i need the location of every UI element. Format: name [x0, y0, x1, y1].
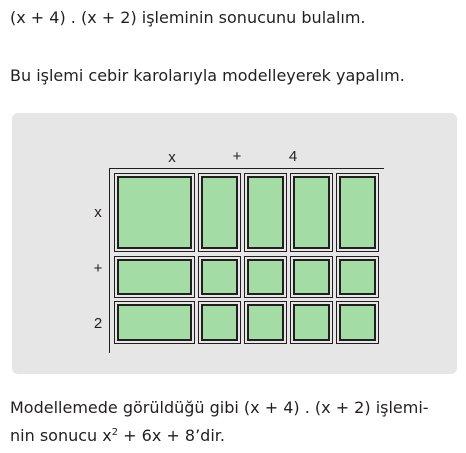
x-squared-tile — [117, 176, 192, 249]
x-tile — [247, 176, 284, 249]
x-tile — [293, 176, 330, 249]
top-label-x: x — [168, 149, 176, 166]
unit-tile — [201, 304, 238, 341]
top-axis-line — [109, 168, 384, 169]
unit-tile — [201, 259, 238, 295]
x-tile — [339, 176, 376, 249]
conclusion-line-1: Modellemede görüldüğü gibi (x + 4) . (x + 2) işlemi- — [10, 398, 429, 417]
intro-line-1: (x + 4) . (x + 2) işleminin sonucunu bulalım. — [10, 8, 366, 27]
unit-tile — [339, 259, 376, 295]
unit-tile — [247, 259, 284, 295]
side-label-2: 2 — [93, 315, 103, 332]
x-tile — [117, 304, 192, 341]
intro-line-2: Bu işlemi cebir karolarıyla modelleyerek yapalım. — [10, 66, 405, 85]
conclusion-prefix: nin sonucu x — [10, 426, 112, 445]
unit-tile — [247, 304, 284, 341]
side-label-plus: + — [93, 260, 103, 277]
x-tile — [117, 259, 192, 295]
side-label-x: x — [94, 204, 102, 221]
x-tile — [201, 176, 238, 249]
side-axis-line — [109, 168, 110, 353]
top-label-4: 4 — [288, 148, 298, 165]
unit-tile — [339, 304, 376, 341]
conclusion-line-2 — [10, 426, 225, 446]
top-label-plus: + — [232, 148, 242, 165]
unit-tile — [293, 304, 330, 341]
unit-tile — [293, 259, 330, 295]
conclusion-exponent: 2 — [111, 427, 119, 438]
conclusion-suffix: + 6x + 8’dir. — [118, 426, 225, 445]
